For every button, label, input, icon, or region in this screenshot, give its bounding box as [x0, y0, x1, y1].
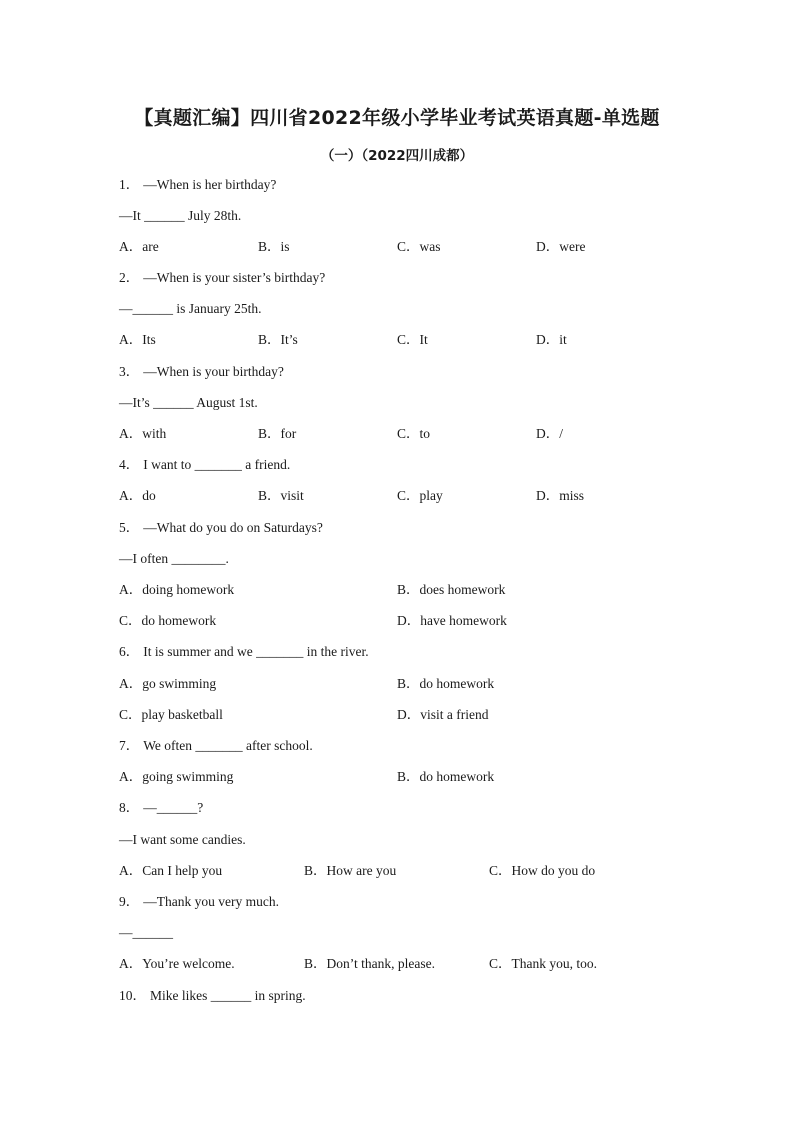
question-number: 5． — [119, 520, 140, 535]
question-text: —When is your birthday? — [143, 364, 284, 379]
option-a[interactable]: A．go swimming — [119, 676, 217, 691]
option-d[interactable]: D．/ — [536, 426, 563, 441]
option-c[interactable]: C．It — [397, 332, 428, 347]
option-b[interactable]: B．How are you — [304, 863, 397, 878]
question-3-line-2: —It’s ______ August 1st. — [119, 395, 258, 410]
option-a[interactable]: A．are — [119, 239, 159, 254]
question-2-line-2: —______ is January 25th. — [119, 301, 262, 316]
question-10 — [119, 987, 306, 1005]
question-number: 9． — [119, 894, 140, 909]
question-2 — [119, 269, 325, 287]
option-c[interactable]: C．play — [397, 488, 443, 503]
option-d[interactable]: D．were — [536, 239, 586, 254]
question-number: 2． — [119, 270, 140, 285]
option-a[interactable]: A．going swimming — [119, 769, 234, 784]
question-1-line-2: —It ______ July 28th. — [119, 208, 242, 223]
question-text: —When is her birthday? — [143, 177, 277, 192]
option-d[interactable]: D．it — [536, 332, 567, 347]
option-d[interactable]: D．miss — [536, 488, 585, 503]
option-c[interactable]: C．do homework — [119, 613, 217, 628]
question-number: 10． — [119, 988, 146, 1003]
option-b[interactable]: B．Don’t thank, please. — [304, 956, 435, 971]
option-a[interactable]: A．do — [119, 488, 156, 503]
question-text: —Thank you very much. — [143, 894, 279, 909]
option-a[interactable]: A．Can I help you — [119, 863, 223, 878]
question-text: Mike likes ______ in spring. — [150, 988, 306, 1003]
option-c[interactable]: C．to — [397, 426, 431, 441]
question-number: 7． — [119, 738, 140, 753]
question-8-line-2: —I want some candies. — [119, 832, 246, 847]
question-7 — [119, 737, 313, 755]
option-a[interactable]: A．You’re welcome. — [119, 956, 235, 971]
option-d[interactable]: D．have homework — [397, 613, 507, 628]
question-number: 3． — [119, 364, 140, 379]
question-text: I want to _______ a friend. — [143, 457, 291, 472]
option-a[interactable]: A．Its — [119, 332, 156, 347]
question-text: We often _______ after school. — [143, 738, 313, 753]
option-a[interactable]: A．with — [119, 426, 167, 441]
question-number: 6． — [119, 644, 140, 659]
question-number: 8． — [119, 800, 140, 815]
question-text: —When is your sister’s birthday? — [143, 270, 326, 285]
question-9-line-2: —______ — [119, 925, 173, 940]
page-subtitle: （一）（2022四川成都） — [320, 148, 474, 164]
question-1 — [119, 176, 276, 194]
option-c[interactable]: C．Thank you, too. — [489, 956, 597, 971]
question-text: —______? — [143, 800, 204, 815]
option-d[interactable]: D．visit a friend — [397, 707, 489, 722]
option-b[interactable]: B．for — [258, 426, 297, 441]
question-8 — [119, 799, 203, 817]
question-4 — [119, 456, 290, 474]
question-number: 4． — [119, 457, 140, 472]
option-c[interactable]: C．was — [397, 239, 441, 254]
question-6 — [119, 643, 369, 661]
question-number: 1． — [119, 177, 140, 192]
question-9 — [119, 893, 279, 911]
option-a[interactable]: A．doing homework — [119, 582, 235, 597]
page-title: 【真题汇编】四川省2022年级小学毕业考试英语真题-单选题 — [134, 107, 660, 129]
option-c[interactable]: C．How do you do — [489, 863, 596, 878]
question-3 — [119, 363, 284, 381]
question-text: It is summer and we _______ in the river. — [143, 644, 369, 659]
question-5 — [119, 519, 323, 537]
option-b[interactable]: B．It’s — [258, 332, 298, 347]
option-b[interactable]: B．visit — [258, 488, 304, 503]
option-b[interactable]: B．does homework — [397, 582, 506, 597]
option-c[interactable]: C．play basketball — [119, 707, 223, 722]
option-b[interactable]: B．is — [258, 239, 290, 254]
question-text: —What do you do on Saturdays? — [143, 520, 323, 535]
option-b[interactable]: B．do homework — [397, 769, 495, 784]
question-5-line-2: —I often ________. — [119, 551, 229, 566]
option-b[interactable]: B．do homework — [397, 676, 495, 691]
